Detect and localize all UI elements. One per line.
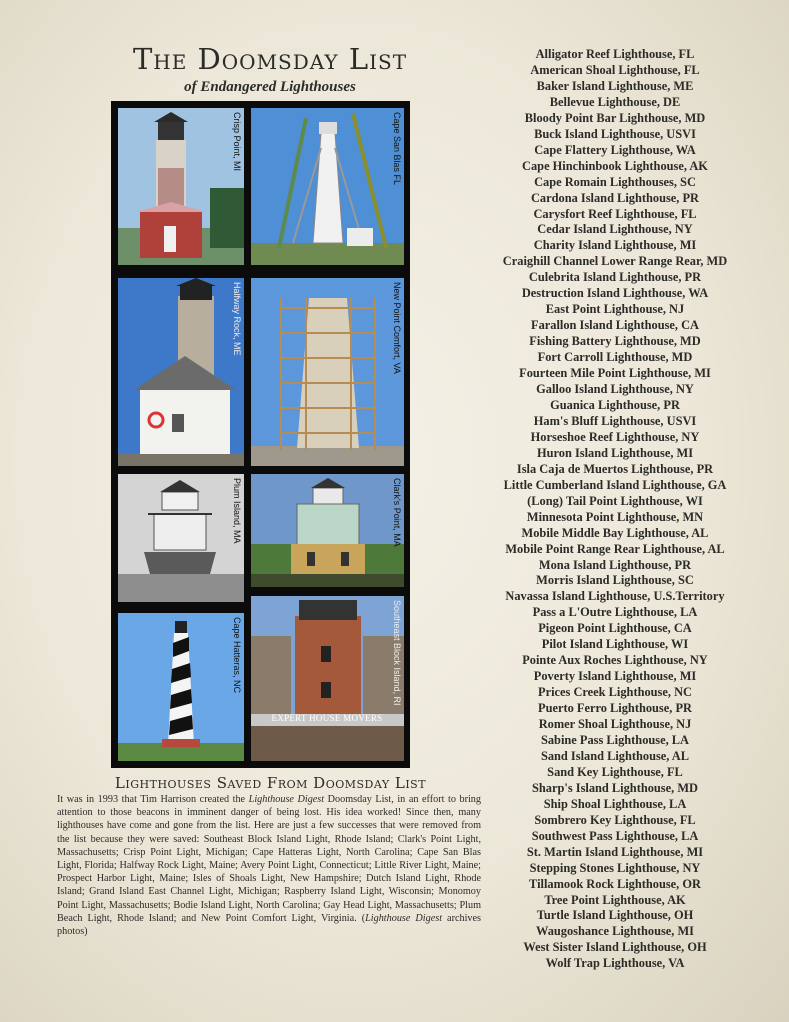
lighthouse-list-item: Sombrero Key Lighthouse, FL bbox=[534, 812, 696, 827]
lighthouse-list-item: American Shoal Lighthouse, FL bbox=[530, 62, 700, 77]
lighthouse-list-item: Fort Carroll Lighthouse, MD bbox=[537, 350, 693, 365]
photo-caption: Crisp Point, MI bbox=[232, 112, 242, 172]
lighthouse-list-item: Pointe Aux Roches Lighthouse, NY bbox=[522, 653, 708, 668]
lighthouse-list-item: Cape Romain Lighthouses, SC bbox=[534, 174, 696, 189]
lighthouse-list-item: Ham's Bluff Lighthouse, USVI bbox=[533, 413, 697, 428]
lighthouse-list-item: Bloody Point Bar Lighthouse, MD bbox=[524, 110, 706, 125]
endangered-lighthouse-list bbox=[484, 47, 746, 972]
lighthouse-list-item: Destruction Island Lighthouse, WA bbox=[521, 286, 709, 301]
lighthouse-list-item: Carysfort Reef Lighthouse, FL bbox=[533, 206, 697, 221]
lighthouse-list-item: (Long) Tail Point Lighthouse, WI bbox=[527, 493, 703, 508]
expert-house-movers-sign: EXPERT HOUSE MOVERS bbox=[271, 713, 383, 723]
lighthouse-list-item: Navassa Island Lighthouse, U.S.Territory bbox=[505, 589, 725, 604]
lighthouse-list-item: Puerto Ferro Lighthouse, PR bbox=[538, 701, 692, 716]
photo-caption: Southeast Block Island, RI bbox=[392, 600, 402, 706]
saved-heading: Lighthouses Saved From Doomsday List bbox=[114, 774, 427, 792]
lighthouse-list-item: Waugoshance Lighthouse, MI bbox=[535, 924, 694, 939]
lighthouse-list-item: Sharp's Island Lighthouse, MD bbox=[532, 780, 698, 795]
photo-caption: Halfway Rock, ME bbox=[232, 282, 242, 356]
lighthouse-list-item: West Sister Island Lighthouse, OH bbox=[523, 940, 707, 955]
lighthouse-list-item: Fourteen Mile Point Lighthouse, MI bbox=[519, 366, 711, 381]
lighthouse-list-item: Bellevue Lighthouse, DE bbox=[549, 94, 681, 109]
page-subtitle: of Endangered Lighthouses bbox=[184, 79, 356, 95]
lighthouse-list-item: East Point Lighthouse, NJ bbox=[545, 302, 685, 317]
lighthouse-list-item: Sabine Pass Lighthouse, LA bbox=[540, 732, 690, 747]
lighthouse-list-item: Turtle Island Lighthouse, OH bbox=[536, 908, 694, 923]
photo-caption: Clark's Point, MA bbox=[392, 478, 402, 547]
photo-clarks-point bbox=[251, 474, 404, 587]
lighthouse-list-item: Cardona Island Lighthouse, PR bbox=[530, 190, 699, 205]
lighthouse-list-item: Tree Point Lighthouse, AK bbox=[544, 892, 686, 907]
lighthouse-list-item: Wolf Trap Lighthouse, VA bbox=[545, 956, 685, 971]
lighthouse-list-item: Culebrita Island Lighthouse, PR bbox=[528, 270, 702, 285]
lighthouse-list-item: St. Martin Island Lighthouse, MI bbox=[526, 844, 704, 859]
photo-cape-san-blas bbox=[251, 108, 404, 265]
photo-halfway-rock bbox=[118, 278, 244, 466]
lighthouse-list-item: Fishing Battery Lighthouse, MD bbox=[529, 334, 701, 349]
lighthouse-list-item: Mona Island Lighthouse, PR bbox=[538, 557, 692, 572]
lighthouse-list-item: Poverty Island Lighthouse, MI bbox=[533, 669, 697, 684]
photo-southeast-block-island bbox=[251, 596, 404, 761]
photo-collage bbox=[111, 101, 410, 768]
lighthouse-list-item: Cape Hinchinbook Lighthouse, AK bbox=[522, 158, 708, 173]
lighthouse-list-item: Alligator Reef Lighthouse, FL bbox=[535, 47, 695, 61]
photo-cape-hatteras bbox=[118, 613, 244, 761]
photo-caption: New Point Comfort, VA bbox=[392, 282, 402, 374]
lighthouse-list-item: Buck Island Lighthouse, USVI bbox=[534, 126, 696, 141]
photo-plum-island bbox=[118, 474, 244, 602]
lighthouse-list-item: Minnesota Point Lighthouse, MN bbox=[526, 509, 704, 524]
lighthouse-list-item: Romer Shoal Lighthouse, NJ bbox=[538, 717, 692, 732]
photo-new-point-comfort bbox=[251, 278, 404, 466]
lighthouse-list-item: Craighill Channel Lower Range Rear, MD bbox=[502, 254, 728, 269]
lighthouse-list-item: Isla Caja de Muertos Lighthouse, PR bbox=[516, 461, 714, 476]
lighthouse-list-item: Farallon Island Lighthouse, CA bbox=[531, 318, 699, 333]
lighthouse-list-item: Sand Key Lighthouse, FL bbox=[547, 764, 683, 779]
page-title: The Doomsday List bbox=[132, 42, 408, 76]
photo-crisp-point bbox=[118, 108, 244, 265]
lighthouse-list-item: Mobile Point Range Rear Lighthouse, AL bbox=[505, 541, 725, 556]
lighthouse-list-item: Galloo Island Lighthouse, NY bbox=[536, 382, 694, 397]
saved-body: It was in 1993 that Tim Harrison created the Lighthouse Digest Doomsday List, in an effort to bring attention to those beacons in imminent danger of being lost. His idea worked! Since then, many lighthouses have come and gone from the list. Here are just a few successes that were removed from the list because they were saved: Southeast Block Island Light, Rhode Island; Clark's Point Light, Massachusetts; Crisp Point Light, Michigan; Cape Hatteras Light, North Carolina; Cape San Blas Light, Florida; Halfway Rock Light, Maine; Avery Point Light, Connecticut; Little River Light, Maine; Prospect Harbor Light, Maine; Isles of Shoals Light, New Hampshire; Dutch Island Light, Rhode Island; Grand Island East Channel Light, Michigan; Raspberry Island Light, Wisconsin; Monomoy Point Light, Massachusetts; Bodie Island Light, North Carolina; Gay Head Light, Massachusetts; Plum Beach Light, Rhode Island; and New Point Comfort Light, Virginia. (Lighthouse Digest archives photos) bbox=[57, 794, 481, 938]
photo-caption: Cape Hatteras, NC bbox=[232, 617, 242, 694]
lighthouse-list-item: Southwest Pass Lighthouse, LA bbox=[531, 828, 699, 843]
lighthouse-list-item: Sand Island Lighthouse, AL bbox=[540, 748, 690, 763]
photo-caption: Plum Island, MA bbox=[232, 478, 242, 544]
lighthouse-list-item: Pigeon Point Lighthouse, CA bbox=[538, 621, 692, 636]
lighthouse-list-item: Pilot Island Lighthouse, WI bbox=[541, 637, 689, 652]
lighthouse-list-item: Pass a L'Outre Lighthouse, LA bbox=[532, 605, 698, 620]
lighthouse-list-item: Tillamook Rock Lighthouse, OR bbox=[529, 876, 701, 891]
lighthouse-list-item: Cape Flattery Lighthouse, WA bbox=[534, 142, 696, 157]
lighthouse-list-item: Mobile Middle Bay Lighthouse, AL bbox=[521, 525, 709, 540]
photo-caption: Cape San Blas FL bbox=[392, 112, 402, 186]
lighthouse-list-item: Baker Island Lighthouse, ME bbox=[536, 78, 694, 93]
lighthouse-list-item: Morris Island Lighthouse, SC bbox=[536, 573, 694, 588]
lighthouse-list-item: Stepping Stones Lighthouse, NY bbox=[529, 860, 701, 875]
lighthouse-list-item: Huron Island Lighthouse, MI bbox=[536, 445, 694, 460]
lighthouse-list-item: Cedar Island Lighthouse, NY bbox=[537, 222, 693, 237]
lighthouse-list-item: Guanica Lighthouse, PR bbox=[550, 397, 680, 412]
lighthouse-list-item: Horseshoe Reef Lighthouse, NY bbox=[530, 429, 700, 444]
lighthouse-list-item: Charity Island Lighthouse, MI bbox=[533, 238, 697, 253]
lighthouse-list-item: Ship Shoal Lighthouse, LA bbox=[543, 796, 687, 811]
lighthouse-list-item: Little Cumberland Island Lighthouse, GA bbox=[503, 477, 727, 492]
lighthouse-list-item: Prices Creek Lighthouse, NC bbox=[538, 685, 692, 700]
